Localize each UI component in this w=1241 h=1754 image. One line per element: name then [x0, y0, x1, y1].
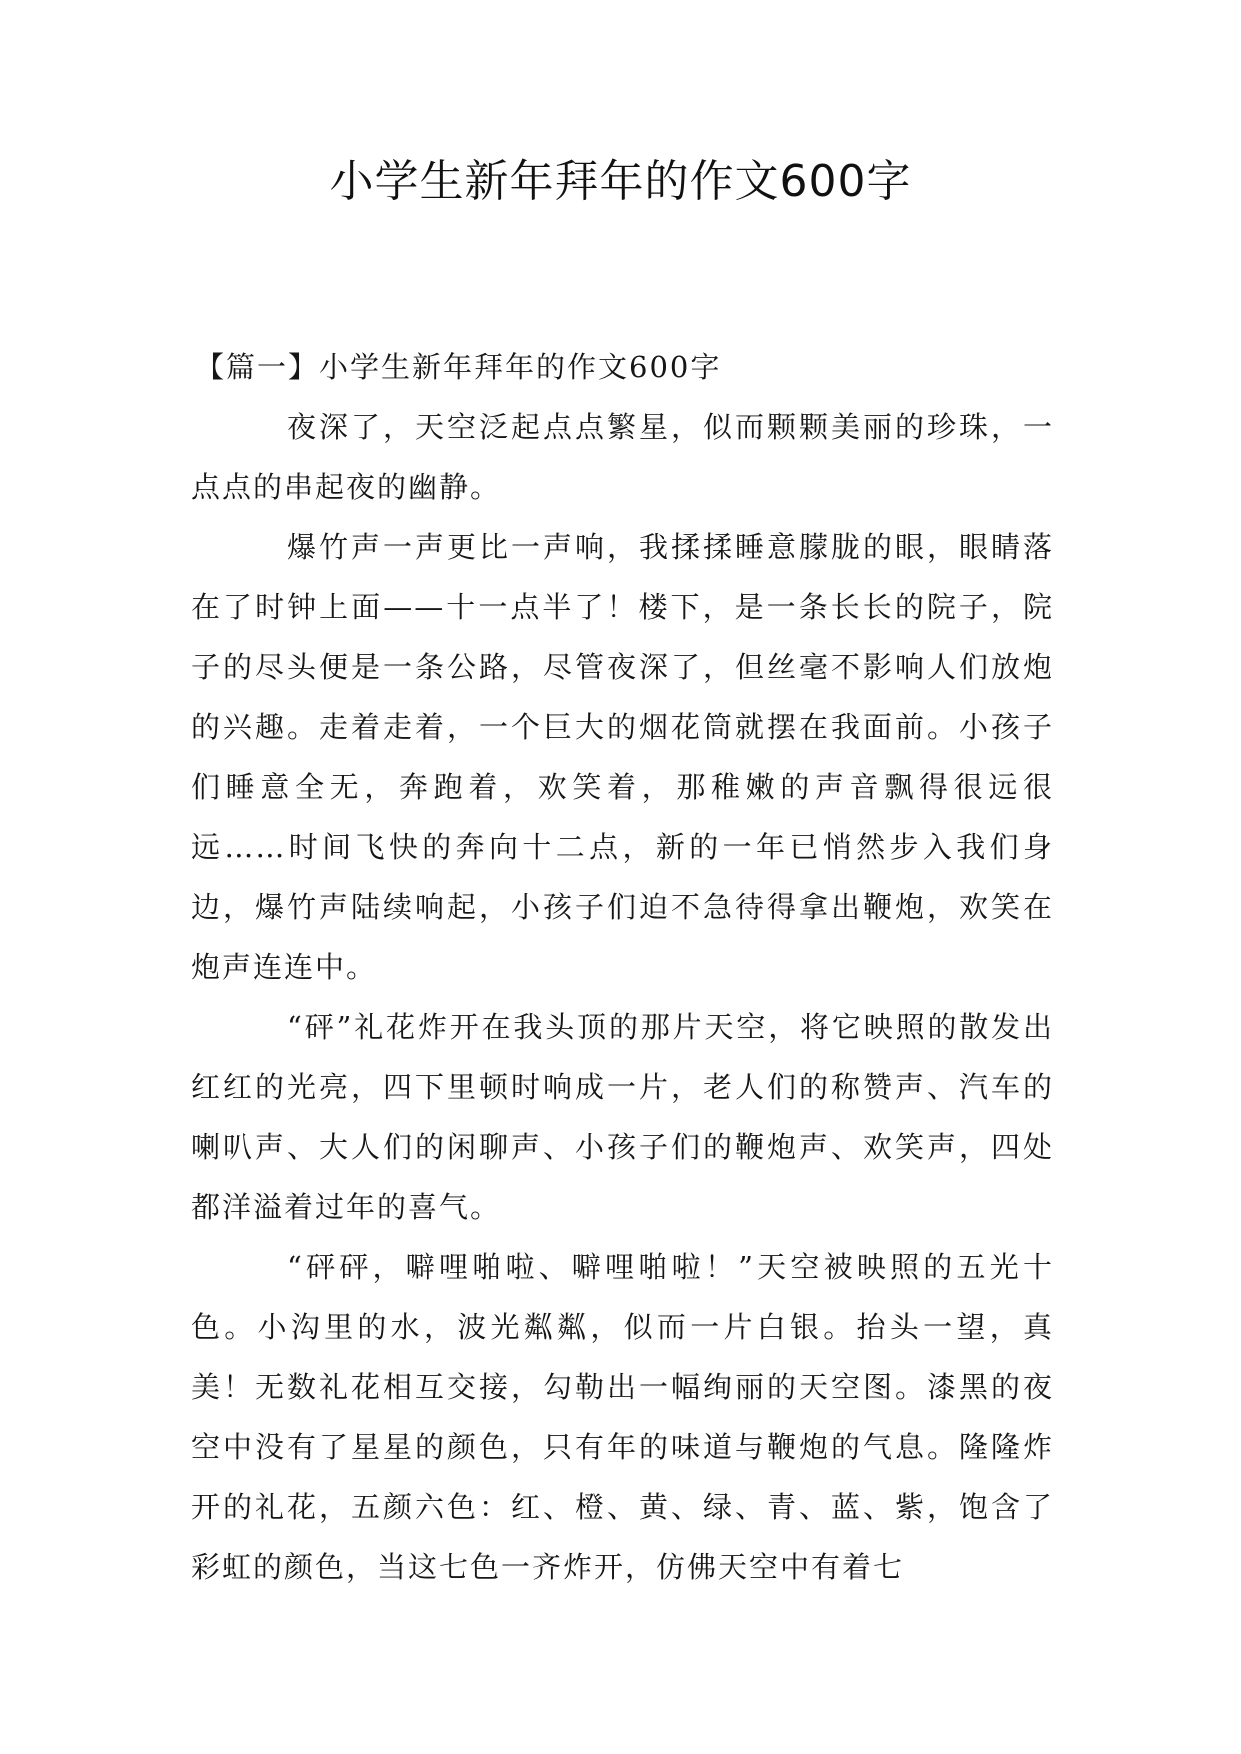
paragraph-3: “砰”礼花炸开在我头顶的那片天空，将它映照的散发出红红的光亮，四下里顿时响成一片，老人们的称赞声、汽车的喇叭声、大人们的闲聊声、小孩子们的鞭炮声、欢笑声，四处都洋溢着过年的喜气。	[191, 1010, 1054, 1224]
section-heading: 【篇一】小学生新年拜年的作文600字	[195, 350, 722, 384]
document-title: 小学生新年拜年的作文600字	[329, 156, 912, 207]
paragraph-4: “砰砰，噼哩啪啦、噼哩啪啦！”天空被映照的五光十色。小沟里的水，波光粼粼，似而一片白银。抬头一望，真美！无数礼花相互交接，勾勒出一幅绚丽的天空图。漆黑的夜空中没有了星星的颜色，只有年的味道与鞭炮的气息。隆隆炸开的礼花，五颜六色：红、橙、黄、绿、青、蓝、紫，饱含了彩虹的颜色，当这七色一齐炸开，仿佛天空中有着七	[191, 1250, 1054, 1584]
paragraph-2: 爆竹声一声更比一声响，我揉揉睡意朦胧的眼，眼睛落在了时钟上面——十一点半了！楼下，是一条长长的院子，院子的尽头便是一条公路，尽管夜深了，但丝毫不影响人们放炮的兴趣。走着走着，一个巨大的烟花筒就摆在我面前。小孩子们睡意全无，奔跑着，欢笑着，那稚嫩的声音飘得很远很远……时间飞快的奔向十二点，新的一年已悄然步入我们身边，爆竹声陆续响起，小孩子们迫不急待得拿出鞭炮，欢笑在炮声连连中。	[191, 530, 1054, 984]
document-body	[191, 337, 1054, 1597]
paragraph-1: 夜深了，天空泛起点点繁星，似而颗颗美丽的珍珠，一点点的串起夜的幽静。	[191, 410, 1054, 504]
